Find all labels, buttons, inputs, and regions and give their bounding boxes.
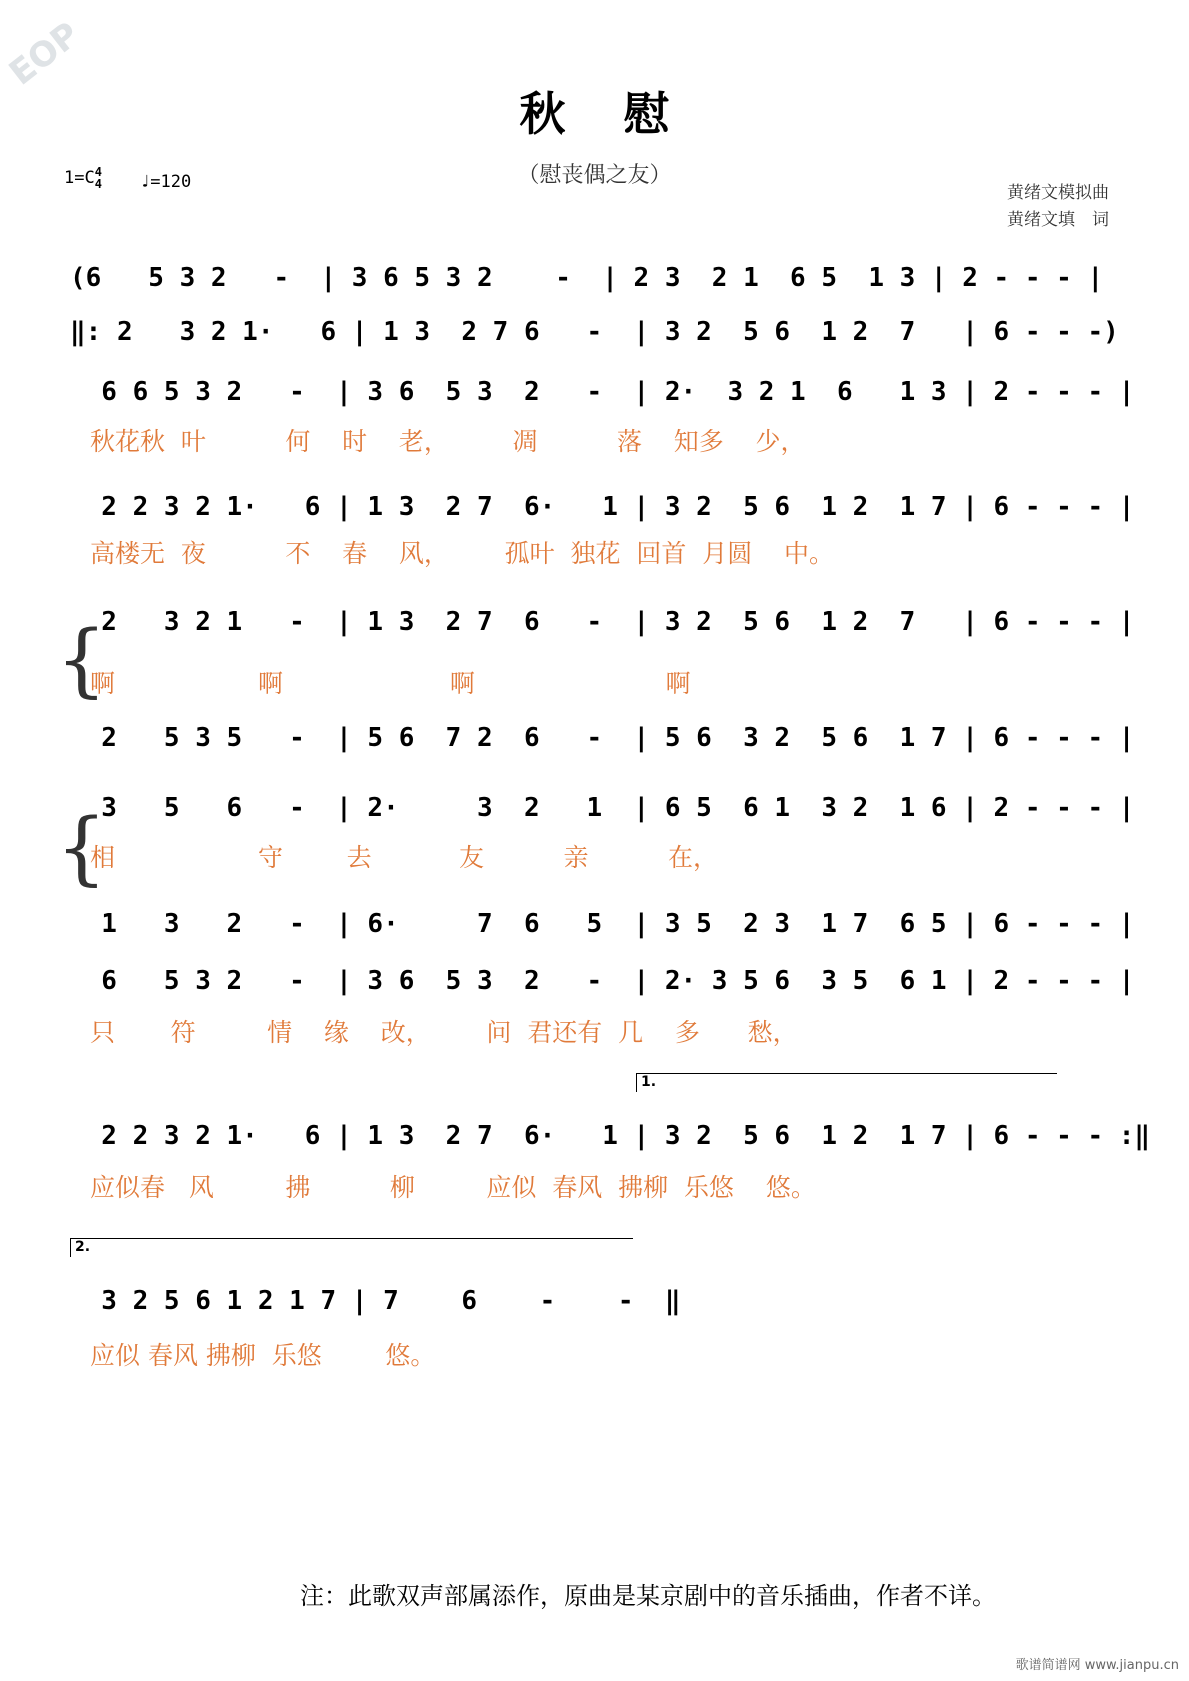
staff-row-3: 6 6 5 3 2 - | 3 6 5 3 2 - | 2· 3 2 1 6 1 3 | 2 - - - | <box>70 377 1135 407</box>
song-title: 秋慰 <box>519 87 728 141</box>
time-sig-top: 4 <box>94 165 102 179</box>
song-subtitle: （慰丧偶之友） <box>517 163 672 188</box>
time-signature <box>95 166 102 190</box>
staff-row-4: 2 2 3 2 1· 6 | 1 3 2 7 6· 1 | 3 2 5 6 1 2 1 7 | 6 - - - | <box>70 492 1135 522</box>
composer-credit: 黄绪文模拟曲 <box>1007 183 1109 203</box>
volta-1-label: 1. <box>641 1074 657 1090</box>
lyric-row-7: 应似 春风 拂柳 乐悠 悠。 <box>90 1341 436 1370</box>
time-sig-bottom: 4 <box>94 177 102 191</box>
lyric-row-3: 啊 啊 啊 啊 <box>90 669 691 698</box>
footnote: 注：此歌双声部属添作，原曲是某京剧中的音乐插曲，作者不详。 <box>300 1582 996 1610</box>
staff-row-intro: (6 5 3 2 - | 3 6 5 3 2 - | 2 3 2 1 6 5 1 3 | 2 - - - | <box>70 263 1104 293</box>
voice-brace-2: { <box>56 801 107 894</box>
lyric-row-4: 相 守 去 友 亲 在， <box>90 843 718 872</box>
staff-row-9: 3 2 5 6 1 2 1 7 | 7 6 - - ‖ <box>70 1286 681 1316</box>
staff-row-8: 2 2 3 2 1· 6 | 1 3 2 7 6· 1 | 3 2 5 6 1 2 1 7 | 6 - - - :‖ <box>70 1121 1151 1151</box>
staff-row-6-lower: 1 3 2 - | 6· 7 6 5 | 3 5 2 3 1 7 6 5 | 6 - - - | <box>70 909 1135 939</box>
key-signature <box>64 166 102 190</box>
volta-first-ending <box>636 1073 1057 1092</box>
lyricist-credit: 黄绪文填 词 <box>1007 210 1109 230</box>
voice-brace-1: { <box>56 613 107 706</box>
watermark-logo: EOP <box>1 14 88 94</box>
lyric-row-2: 高楼无 夜 不 春 风， 孤叶 独花 回首 月圆 中。 <box>90 539 835 568</box>
tempo-marking: ♩=120 <box>140 172 192 192</box>
key-label: 1=C <box>64 168 95 188</box>
volta-second-ending <box>70 1238 633 1257</box>
staff-row-repeat-start: ‖: 2 3 2 1· 6 | 1 3 2 7 6 - | 3 2 5 6 1 2 7 | 6 - - -) <box>70 317 1119 347</box>
volta-2-label: 2. <box>75 1239 91 1255</box>
staff-row-7: 6 5 3 2 - | 3 6 5 3 2 - | 2· 3 5 6 3 5 6 1 | 2 - - - | <box>70 966 1135 996</box>
lyric-row-6: 应似春 风 拂 柳 应似 春风 拂柳 乐悠 悠。 <box>90 1173 816 1202</box>
site-watermark: 歌谱简谱网 www.jianpu.cn <box>1015 1658 1179 1673</box>
staff-row-5-lower: 2 5 3 5 - | 5 6 7 2 6 - | 5 6 3 2 5 6 1 7 | 6 - - - | <box>70 723 1135 753</box>
staff-row-5-upper: 2 3 2 1 - | 1 3 2 7 6 - | 3 2 5 6 1 2 7 | 6 - - - | <box>70 607 1135 637</box>
lyric-row-1: 秋花秋 叶 何 时 老， 凋 落 知多 少， <box>90 427 806 456</box>
staff-row-6-upper: 3 5 6 - | 2· 3 2 1 | 6 5 6 1 3 2 1 6 | 2 - - - | <box>70 793 1135 823</box>
lyric-row-5: 只 符 情 缘 改， 问 君还有 几 多 愁， <box>90 1018 798 1047</box>
